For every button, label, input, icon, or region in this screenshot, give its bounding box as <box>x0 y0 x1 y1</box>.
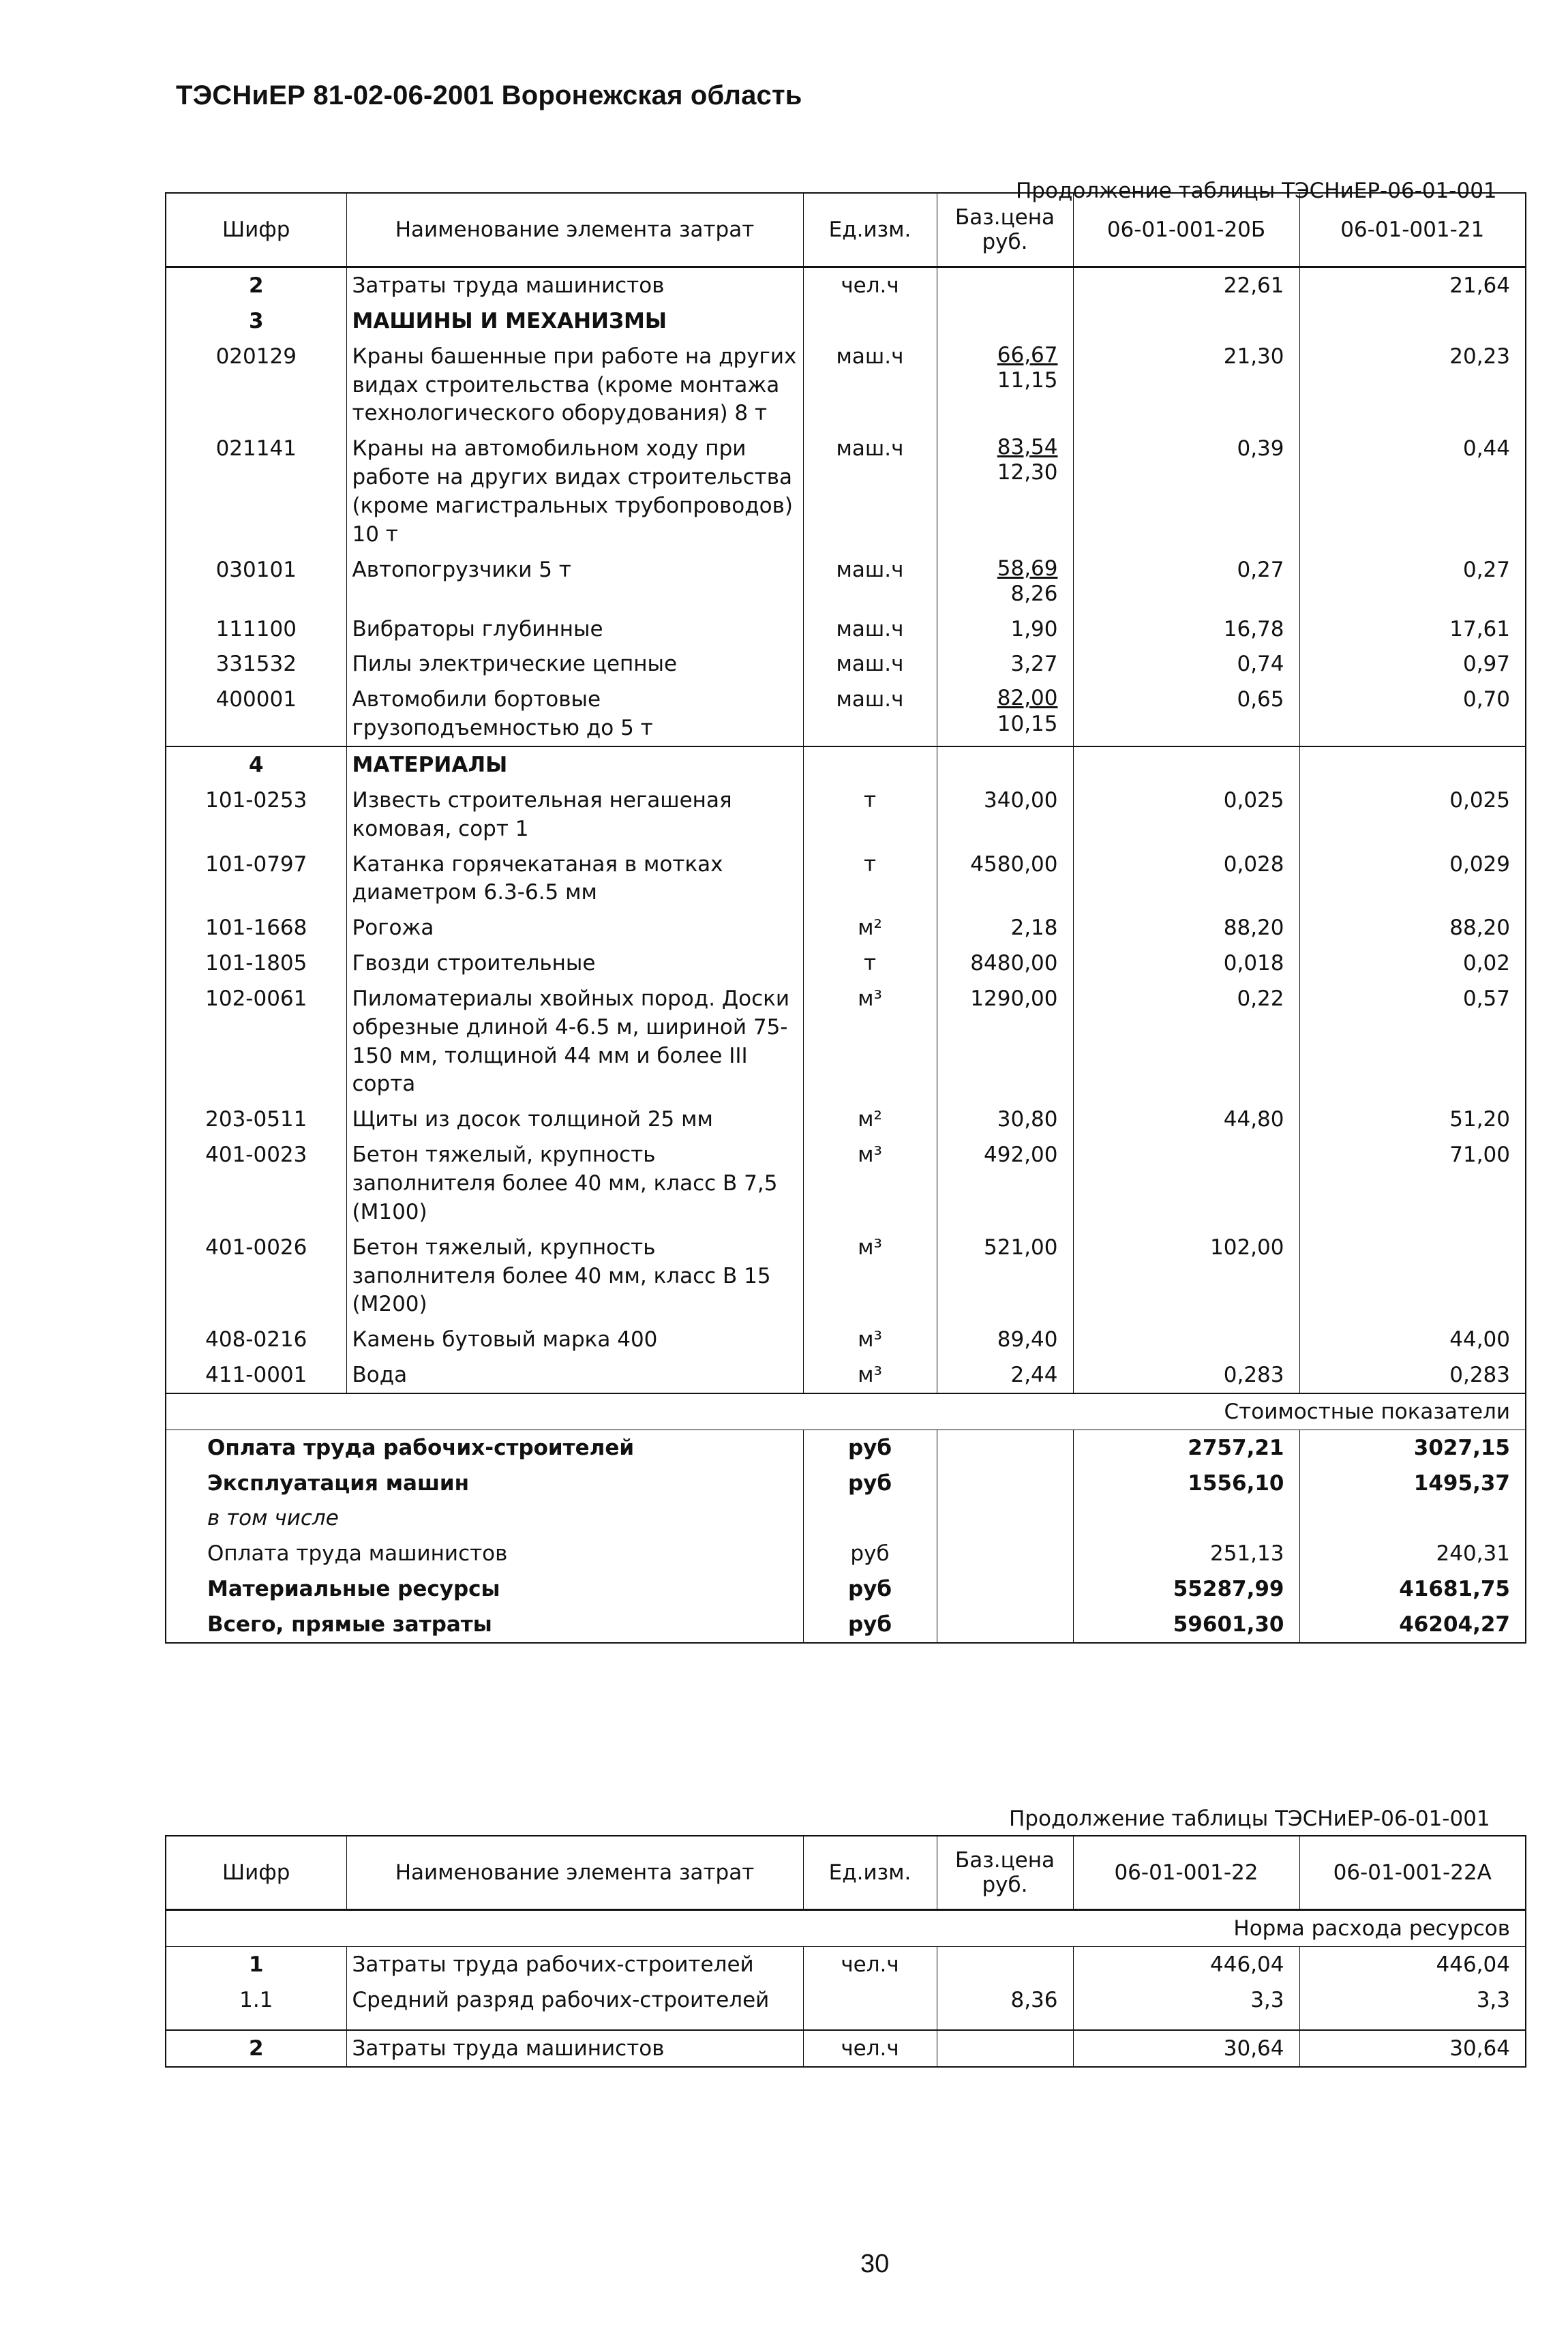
cell-value: 3,3 <box>1299 1982 1526 2030</box>
column-header: Наименование элемента затрат <box>346 1836 803 1910</box>
cell-value: 51,20 <box>1299 1102 1526 1137</box>
cell-code: 101-1805 <box>166 946 346 981</box>
cell-price: 492,00 <box>937 1137 1073 1230</box>
price-total: 82,00 <box>997 686 1058 711</box>
price-total: 58,69 <box>997 556 1058 581</box>
column-header: 06-01-001-20Б <box>1073 193 1299 267</box>
cell-code: 401-0023 <box>166 1137 346 1230</box>
cell-value: 0,283 <box>1073 1357 1299 1393</box>
cell-name: Рогожа <box>346 910 803 946</box>
cell-code: 101-0797 <box>166 847 346 911</box>
cell-price: 521,00 <box>937 1230 1073 1322</box>
cell-price: 8480,00 <box>937 946 1073 981</box>
summary-row <box>166 1430 1526 1465</box>
cell-unit: т <box>803 783 937 847</box>
cell-price <box>937 1946 1073 1982</box>
cell-code: 2 <box>166 267 346 303</box>
table-row <box>166 1357 1526 1393</box>
cell-value: 0,27 <box>1299 552 1526 611</box>
column-header: Шифр <box>166 1836 346 1910</box>
cell-name: Затраты труда машинистов <box>346 267 803 303</box>
column-header: Ед.изм. <box>803 193 937 267</box>
price-total: 66,67 <box>997 342 1058 367</box>
column-header: Наименование элемента затрат <box>346 193 803 267</box>
cell-code: 020129 <box>166 339 346 432</box>
cell-name: Автопогрузчики 5 т <box>346 552 803 611</box>
price-wage: 12,30 <box>997 460 1058 485</box>
cell-unit: м² <box>803 1102 937 1137</box>
price-fraction <box>997 556 1058 607</box>
cell-name: МАТЕРИАЛЫ <box>346 746 803 783</box>
table-row <box>166 1102 1526 1137</box>
price-fraction <box>997 435 1058 485</box>
table-header-row <box>166 1836 1526 1910</box>
cell-value: 0,028 <box>1073 847 1299 911</box>
cell-empty <box>803 303 937 339</box>
cell-price: 1,90 <box>937 611 1073 647</box>
document-title: ТЭСНиЕР 81-02-06-2001 Воронежская область <box>176 80 802 110</box>
cell-empty <box>937 1607 1073 1643</box>
table-row <box>166 682 1526 746</box>
table-row <box>166 1946 1526 1982</box>
summary-value <box>1299 1500 1526 1536</box>
table-row <box>166 1982 1526 2030</box>
table-row <box>166 339 1526 432</box>
cell-value: 0,44 <box>1299 431 1526 551</box>
summary-value: 41681,75 <box>1299 1571 1526 1607</box>
cell-name: Затраты труда машинистов <box>346 2030 803 2067</box>
price-fraction <box>997 686 1058 736</box>
column-header: Шифр <box>166 193 346 267</box>
cell-price <box>937 682 1073 746</box>
cell-value: 0,27 <box>1073 552 1299 611</box>
summary-value: 55287,99 <box>1073 1571 1299 1607</box>
price-total: 83,54 <box>997 435 1058 460</box>
cell-value: 44,80 <box>1073 1102 1299 1137</box>
cell-code: 411-0001 <box>166 1357 346 1393</box>
summary-value: 46204,27 <box>1299 1607 1526 1643</box>
cell-code: 2 <box>166 2030 346 2067</box>
cell-code: 030101 <box>166 552 346 611</box>
cell-unit: т <box>803 946 937 981</box>
cell-value: 17,61 <box>1299 611 1526 647</box>
cell-unit: м³ <box>803 1357 937 1393</box>
price-fraction <box>997 343 1058 393</box>
cell-price <box>937 431 1073 551</box>
table-row <box>166 1137 1526 1230</box>
cell-unit <box>803 1982 937 2030</box>
cell-empty <box>1299 303 1526 339</box>
section-row <box>166 746 1526 783</box>
cell-code: 102-0061 <box>166 981 346 1102</box>
table-row <box>166 910 1526 946</box>
summary-row <box>166 1466 1526 1501</box>
column-header: Баз.цена руб. <box>937 193 1073 267</box>
table-row <box>166 1322 1526 1357</box>
cell-name: Затраты труда рабочих-строителей <box>346 1946 803 1982</box>
cell-name: Известь строительная негашеная комовая, сорт 1 <box>346 783 803 847</box>
summary-label: Оплата труда машинистов <box>166 1536 803 1571</box>
table-continuation-caption: Продолжение таблицы ТЭСНиЕР-06-01-001 <box>1009 1807 1490 1831</box>
resource-table-2 <box>165 1835 1526 2068</box>
cell-empty <box>1073 303 1299 339</box>
cell-empty <box>937 303 1073 339</box>
cell-unit: маш.ч <box>803 646 937 682</box>
summary-label: Эксплуатация машин <box>166 1466 803 1501</box>
cell-empty <box>937 1571 1073 1607</box>
cell-value: 20,23 <box>1299 339 1526 432</box>
cell-name: Бетон тяжелый, крупность заполнителя более 40 мм, класс В 7,5 (М100) <box>346 1137 803 1230</box>
cell-name: Щиты из досок толщиной 25 мм <box>346 1102 803 1137</box>
cell-price: 340,00 <box>937 783 1073 847</box>
cell-price: 2,44 <box>937 1357 1073 1393</box>
summary-value: 59601,30 <box>1073 1607 1299 1643</box>
cell-name: Вода <box>346 1357 803 1393</box>
cell-empty <box>1299 746 1526 783</box>
cell-unit: м³ <box>803 1230 937 1322</box>
cell-unit: м³ <box>803 1137 937 1230</box>
cell-value: 0,74 <box>1073 646 1299 682</box>
table-row <box>166 431 1526 551</box>
cell-price: 2,18 <box>937 910 1073 946</box>
cell-value: 3,3 <box>1073 1982 1299 2030</box>
summary-label: Оплата труда рабочих-строителей <box>166 1430 803 1465</box>
cell-code: 021141 <box>166 431 346 551</box>
cell-price: 3,27 <box>937 646 1073 682</box>
cost-banner-row <box>166 1393 1526 1430</box>
column-header: 06-01-001-22 <box>1073 1836 1299 1910</box>
table-row <box>166 552 1526 611</box>
section-row <box>166 303 1526 339</box>
cell-code: 408-0216 <box>166 1322 346 1357</box>
summary-label: Всего, прямые затраты <box>166 1607 803 1643</box>
cell-code: 101-0253 <box>166 783 346 847</box>
table-row <box>166 783 1526 847</box>
cell-code: 1.1 <box>166 1982 346 2030</box>
cell-code: 3 <box>166 303 346 339</box>
price-wage: 10,15 <box>997 711 1058 736</box>
summary-value: 2757,21 <box>1073 1430 1299 1465</box>
cell-value: 0,029 <box>1299 847 1526 911</box>
cell-value: 0,39 <box>1073 431 1299 551</box>
cell-value: 0,025 <box>1073 783 1299 847</box>
cell-code: 4 <box>166 746 346 783</box>
cell-unit: т <box>803 847 937 911</box>
cell-unit: м³ <box>803 1322 937 1357</box>
cell-value: 0,22 <box>1073 981 1299 1102</box>
norm-banner: Норма расхода ресурсов <box>166 1910 1526 1947</box>
column-header: Баз.цена руб. <box>937 1836 1073 1910</box>
cell-unit: маш.ч <box>803 552 937 611</box>
summary-unit: руб <box>803 1571 937 1607</box>
summary-row <box>166 1571 1526 1607</box>
cell-unit: маш.ч <box>803 611 937 647</box>
cell-value: 0,018 <box>1073 946 1299 981</box>
cell-empty <box>1073 746 1299 783</box>
price-wage: 8,26 <box>1010 581 1058 606</box>
cell-value: 0,283 <box>1299 1357 1526 1393</box>
summary-unit: руб <box>803 1466 937 1501</box>
cell-price <box>937 339 1073 432</box>
cell-code: 203-0511 <box>166 1102 346 1137</box>
summary-value: 251,13 <box>1073 1536 1299 1571</box>
cell-code: 1 <box>166 1946 346 1982</box>
cell-code: 111100 <box>166 611 346 647</box>
cell-value: 30,64 <box>1073 2030 1299 2067</box>
table-header-row <box>166 193 1526 267</box>
cell-value <box>1299 1230 1526 1322</box>
cell-price <box>937 2030 1073 2067</box>
column-header: 06-01-001-21 <box>1299 193 1526 267</box>
cell-value: 88,20 <box>1073 910 1299 946</box>
summary-row <box>166 1500 1526 1536</box>
column-header: Ед.изм. <box>803 1836 937 1910</box>
cell-value: 446,04 <box>1073 1946 1299 1982</box>
cell-value: 0,02 <box>1299 946 1526 981</box>
cell-unit: чел.ч <box>803 2030 937 2067</box>
summary-unit <box>803 1500 937 1536</box>
cell-empty <box>937 1500 1073 1536</box>
cell-name: Пиломатериалы хвойных пород. Доски обрезные длиной 4-6.5 м, шириной 75-150 мм, толщиной 44 мм и более III сорта <box>346 981 803 1102</box>
cell-unit: маш.ч <box>803 682 937 746</box>
summary-label: в том числе <box>166 1500 803 1536</box>
cell-price <box>937 267 1073 303</box>
cell-value: 22,61 <box>1073 267 1299 303</box>
summary-value: 1556,10 <box>1073 1466 1299 1501</box>
cell-empty <box>937 1466 1073 1501</box>
table-row <box>166 946 1526 981</box>
cell-unit: маш.ч <box>803 339 937 432</box>
cell-code: 400001 <box>166 682 346 746</box>
cell-empty <box>937 746 1073 783</box>
table-row <box>166 267 1526 303</box>
cell-name: Камень бутовый марка 400 <box>346 1322 803 1357</box>
cell-value: 0,65 <box>1073 682 1299 746</box>
cell-code: 101-1668 <box>166 910 346 946</box>
cell-value: 21,64 <box>1299 267 1526 303</box>
table-row <box>166 981 1526 1102</box>
cell-value: 0,57 <box>1299 981 1526 1102</box>
page-number: 30 <box>860 2250 890 2278</box>
cell-price <box>937 552 1073 611</box>
cell-value: 88,20 <box>1299 910 1526 946</box>
cell-value: 446,04 <box>1299 1946 1526 1982</box>
table-continuation-caption: Продолжение таблицы ТЭСНиЕР-06-01-001 <box>1016 179 1497 203</box>
cell-value: 102,00 <box>1073 1230 1299 1322</box>
cell-empty <box>803 746 937 783</box>
cell-value: 44,00 <box>1299 1322 1526 1357</box>
cell-code: 401-0026 <box>166 1230 346 1322</box>
cell-value: 21,30 <box>1073 339 1299 432</box>
summary-value <box>1073 1500 1299 1536</box>
cell-price: 4580,00 <box>937 847 1073 911</box>
cell-code: 331532 <box>166 646 346 682</box>
cell-name: Краны башенные при работе на других видах строительства (кроме монтажа технологического оборудования) 8 т <box>346 339 803 432</box>
cell-name: Краны на автомобильном ходу при работе на других видах строительства (кроме магистральных трубопроводов) 10 т <box>346 431 803 551</box>
resource-table-1 <box>165 192 1526 1644</box>
table-row <box>166 611 1526 647</box>
summary-unit: руб <box>803 1536 937 1571</box>
summary-unit: руб <box>803 1607 937 1643</box>
cell-value: 0,97 <box>1299 646 1526 682</box>
cell-empty <box>937 1430 1073 1465</box>
cell-unit: чел.ч <box>803 1946 937 1982</box>
cell-name: Пилы электрические цепные <box>346 646 803 682</box>
cell-unit: чел.ч <box>803 267 937 303</box>
cell-price: 30,80 <box>937 1102 1073 1137</box>
summary-value: 3027,15 <box>1299 1430 1526 1465</box>
cost-banner: Стоимостные показатели <box>166 1393 1526 1430</box>
summary-unit: руб <box>803 1430 937 1465</box>
cell-name: Бетон тяжелый, крупность заполнителя более 40 мм, класс В 15 (М200) <box>346 1230 803 1322</box>
norm-banner-row <box>166 1910 1526 1947</box>
price-wage: 11,15 <box>997 367 1058 393</box>
cell-name: МАШИНЫ И МЕХАНИЗМЫ <box>346 303 803 339</box>
cell-price: 89,40 <box>937 1322 1073 1357</box>
summary-row <box>166 1607 1526 1643</box>
cell-price: 8,36 <box>937 1982 1073 2030</box>
cell-unit: м³ <box>803 981 937 1102</box>
cell-name: Автомобили бортовые грузоподъемностью до 5 т <box>346 682 803 746</box>
table-row <box>166 1230 1526 1322</box>
cell-name: Гвозди строительные <box>346 946 803 981</box>
cell-name: Вибраторы глубинные <box>346 611 803 647</box>
table-row <box>166 646 1526 682</box>
cell-name: Средний разряд рабочих-строителей <box>346 1982 803 2030</box>
cell-unit: маш.ч <box>803 431 937 551</box>
cell-value: 0,025 <box>1299 783 1526 847</box>
table-row <box>166 2030 1526 2067</box>
cell-value: 71,00 <box>1299 1137 1526 1230</box>
table-row <box>166 847 1526 911</box>
cell-value <box>1073 1137 1299 1230</box>
summary-row <box>166 1536 1526 1571</box>
column-header: 06-01-001-22А <box>1299 1836 1526 1910</box>
cell-name: Катанка горячекатаная в мотках диаметром 6.3-6.5 мм <box>346 847 803 911</box>
cell-value <box>1073 1322 1299 1357</box>
cell-value: 30,64 <box>1299 2030 1526 2067</box>
cell-price: 1290,00 <box>937 981 1073 1102</box>
cell-value: 16,78 <box>1073 611 1299 647</box>
summary-value: 240,31 <box>1299 1536 1526 1571</box>
cell-empty <box>937 1536 1073 1571</box>
cell-unit: м² <box>803 910 937 946</box>
summary-value: 1495,37 <box>1299 1466 1526 1501</box>
cell-value: 0,70 <box>1299 682 1526 746</box>
summary-label: Материальные ресурсы <box>166 1571 803 1607</box>
